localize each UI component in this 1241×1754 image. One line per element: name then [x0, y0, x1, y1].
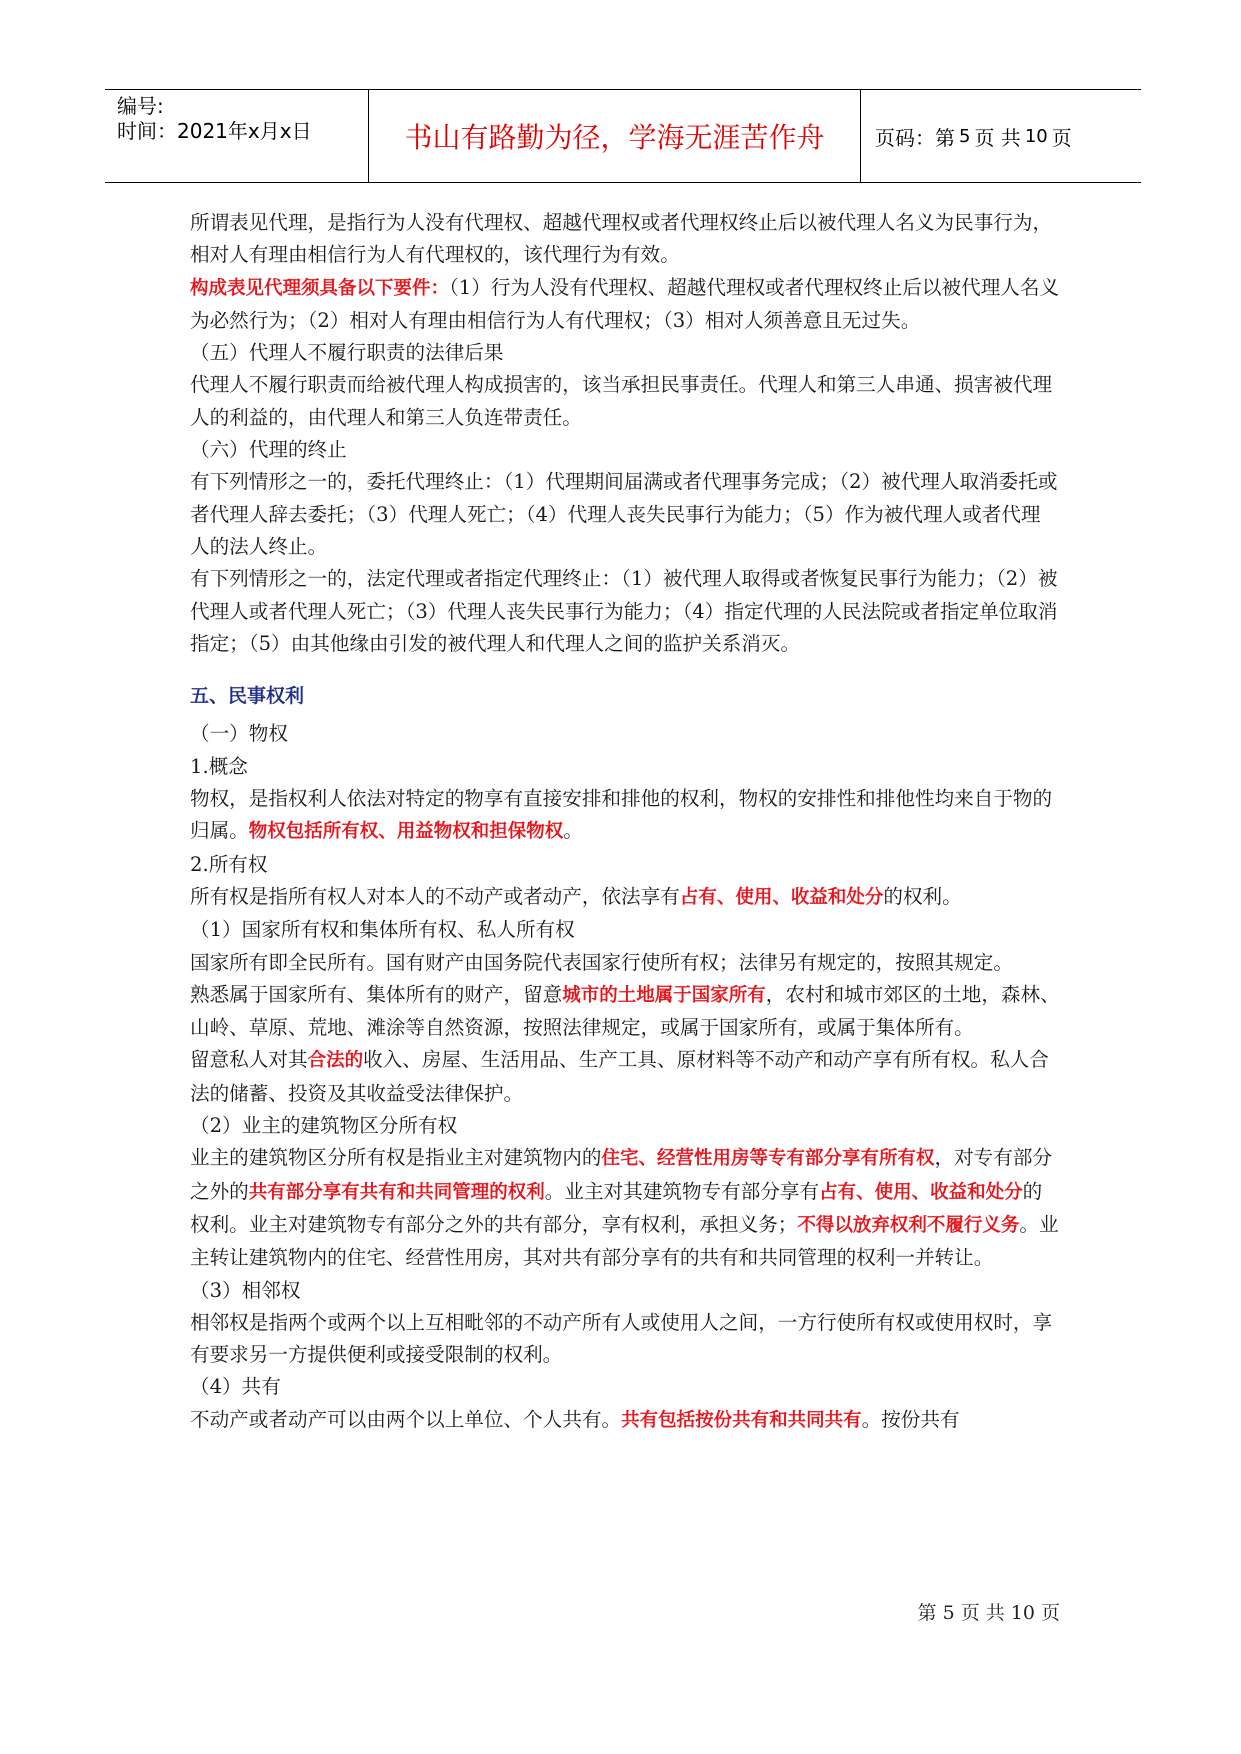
page-current: 5 [959, 125, 971, 147]
paragraph: 物权，是指权利人依法对特定的物享有直接安排和排他的权利，物权的安排性和排他性均来自于物的归属。物权包括所有权、用益物权和担保物权。 [190, 787, 1053, 843]
highlight-text: 住宅、经营性用房等专有部分享有所有权 [601, 1148, 935, 1170]
page-total: 10 [1024, 125, 1048, 147]
subheading: （4）共有 [190, 1375, 281, 1399]
page-suffix: 页 [1051, 125, 1072, 150]
subheading: 1.概念 [190, 754, 248, 778]
paragraph: 留意私人对其合法的收入、房屋、生活用品、生产工具、原材料等不动产和动产享有所有权。私人合法的储蓄、投资及其收益受法律保护。 [190, 1048, 1049, 1105]
paragraph: 构成表见代理须具备以下要件：（1）行为人没有代理权、超越代理权或者代理权终止后以被代理人名义为必然行为；（2）相对人有理由相信行为人有代理权；（3）相对人须善意且无过失。 [190, 275, 1060, 332]
doc-time-label: 时间：2021年x月x日 [117, 119, 312, 143]
subheading: （2）业主的建筑物区分所有权 [190, 1114, 458, 1138]
paragraph: 有下列情形之一的，委托代理终止：（1）代理期间届满或者代理事务完成；（2）被代理人取消委托或者代理人辞去委托；（3）代理人死亡；（4）代理人丧失民事行为能力；（5）作为被代理人或者代理人的法人终止。 [190, 470, 1058, 558]
paragraph: 相邻权是指两个或两个以上互相毗邻的不动产所有人或使用人之间，一方行使所有权或使用权时，享有要求另一方提供便利或接受限制的权利。 [190, 1310, 1053, 1367]
header-divider [860, 90, 861, 182]
paragraph: 有下列情形之一的，法定代理或者指定代理终止：（1）被代理人取得或者恢复民事行为能力；（2）被代理人或者代理人死亡；（3）代理人丧失民事行为能力；（4）指定代理的人民法院或者指定单位取消指定；（5）由其他缘由引发的被代理人和代理人之间的监护关系消灭。 [190, 567, 1058, 655]
highlight-text: 不得以放弃权利不履行义务 [797, 1214, 1020, 1236]
page-prefix: 页码：第 [875, 125, 955, 150]
paragraph: 熟悉属于国家所有、集体所有的财产，留意城市的土地属于国家所有，农村和城市郊区的土地，森林、山岭、草原、荒地、滩涂等自然资源，按照法律规定，或属于国家所有，或属于集体所有。 [190, 982, 1060, 1040]
subheading: （一）物权 [190, 722, 288, 746]
document-body [190, 207, 1060, 1437]
highlight-text: 共有部分享有共有和共同管理的权利 [248, 1181, 545, 1203]
paragraph: 业主的建筑物区分所有权是指业主对建筑物内的住宅、经营性用房等专有部分享有所有权，对专有部分之外的共有部分享有共有和共同管理的权利。业主对其建筑物专有部分享有占有、使用、收益和处分的权利。业主对建筑物专有部分之外的共有部分，享有权利，承担义务；不得以放弃权利不履行义务。业主转让建筑物内的住宅、经营性用房，其对共有部分享有的共有和共同管理的权利一并转让。 [190, 1146, 1059, 1270]
highlight-text: 占有、使用、收益和处分 [819, 1181, 1023, 1203]
highlight-text: 物权包括所有权、用益物权和担保物权 [248, 821, 564, 843]
subheading: （1）国家所有权和集体所有权、私人所有权 [190, 918, 575, 942]
header-meta [117, 94, 362, 144]
section-heading: 五、民事权利 [190, 685, 305, 708]
page-mid: 页 共 [974, 125, 1021, 150]
page-footer: 第 5 页 共 10 页 [917, 1602, 1060, 1624]
header-page-info [875, 90, 1072, 182]
highlight-text: 共有包括按份共有和共同共有 [621, 1409, 862, 1431]
paragraph: 国家所有即全民所有。国有财产由国务院代表国家行使所有权；法律另有规定的，按照其规定。 [190, 950, 1013, 974]
highlight-text: 占有、使用、收益和处分 [679, 886, 884, 908]
paragraph: 所有权是指所有权人对本人的不动产或者动产，依法享有占有、使用、收益和处分的权利。 [190, 884, 962, 908]
doc-number-label: 编号: [117, 94, 164, 118]
highlight-text: 构成表见代理须具备以下要件： [190, 277, 450, 299]
subheading: （六）代理的终止 [190, 438, 347, 462]
paragraph: 代理人不履行职责而给被代理人构成损害的，该当承担民事责任。代理人和第三人串通、损害被代理人的利益的，由代理人和第三人负连带责任。 [190, 373, 1053, 429]
subheading: 2.所有权 [190, 852, 268, 876]
paragraph: 不动产或者动产可以由两个以上单位、个人共有。共有包括按份共有和共同共有。按份共有 [190, 1407, 960, 1431]
paragraph: 所谓表见代理，是指行为人没有代理权、超越代理权或者代理权终止后以被代理人名义为民事行为，相对人有理由相信行为人有代理权的，该代理行为有效。 [190, 211, 1053, 267]
highlight-text: 城市的土地属于国家所有 [562, 984, 766, 1006]
header-motto: 书山有路勤为径，学海无涯苦作舟 [404, 121, 825, 154]
page-header [105, 89, 1141, 183]
highlight-text: 合法的 [307, 1050, 364, 1072]
subheading: （五）代理人不履行职责的法律后果 [190, 341, 504, 365]
subheading: （3）相邻权 [190, 1278, 301, 1302]
